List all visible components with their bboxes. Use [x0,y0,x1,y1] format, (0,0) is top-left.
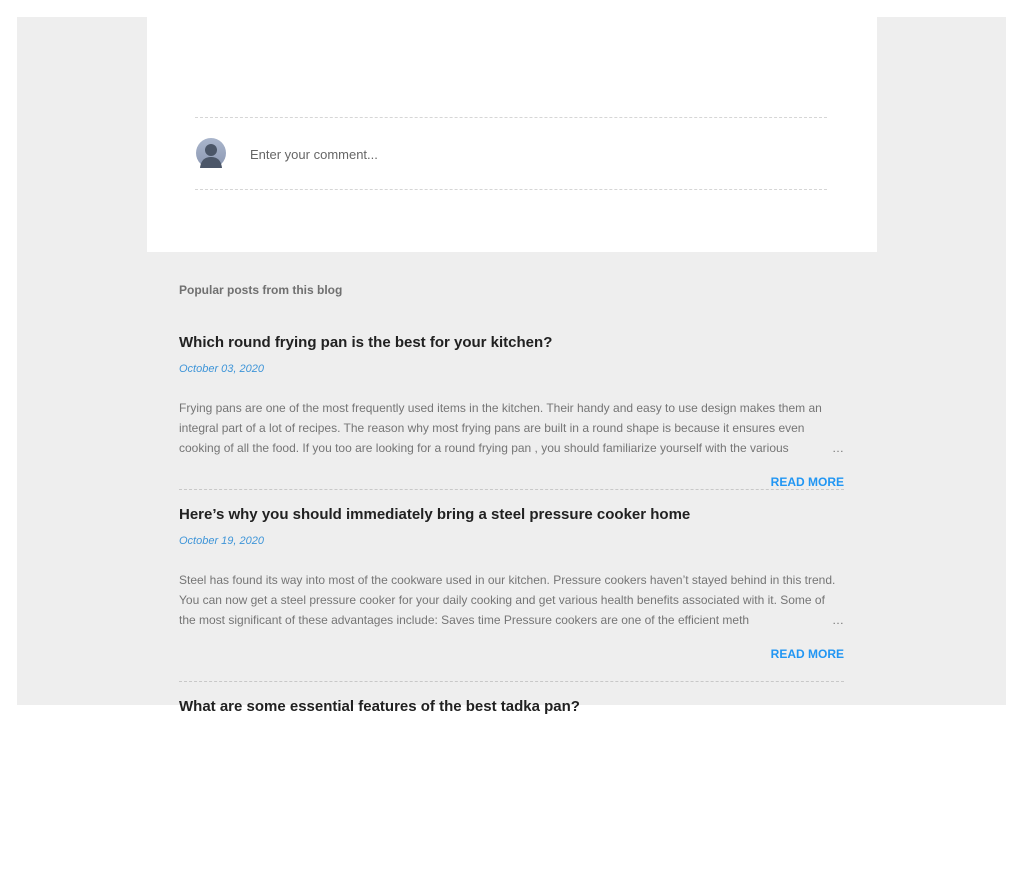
snippet-ellipsis: … [822,610,844,630]
post-item [179,490,844,682]
popular-posts-heading: Popular posts from this blog [179,283,343,297]
comment-card [147,17,877,252]
post-title-link[interactable]: What are some essential features of the best tadka pan? [179,698,580,715]
post-item [179,299,844,490]
user-silhouette-icon [196,138,226,168]
popular-posts [179,281,844,872]
read-more-link[interactable]: READ MORE [770,647,844,661]
post-snippet [179,398,844,458]
page-frame [17,17,1006,715]
comment-input[interactable] [250,144,810,164]
post-date: October 03, 2020 [179,363,265,375]
post-snippet-text: Steel has found its way into most of the cookware used in our kitchen. Pressure cookers haven’t stayed behind in this trend. You can now get a steel pressure cooker for your daily cooking and get various health benefits associated with it. Some of the most significant of these advantages include: Saves time Pressure cookers are one of the efficient meth [179,573,836,627]
post-item [179,682,844,872]
read-more-link[interactable]: READ MORE [770,475,844,489]
post-snippet [179,570,844,630]
post-title-link[interactable]: Which round frying pan is the best for your kitchen? [179,334,553,351]
comment-form [195,117,827,190]
post-date: October 19, 2020 [179,535,265,547]
post-snippet-text: Frying pans are one of the most frequently used items in the kitchen. Their handy and easy to use design makes them an integral part of a lot of recipes. The reason why most frying pans are built in a round shape is because it ensures even cooking of all the food. If you too are looking for a round frying pan , you should familiarize yourself with the various [179,401,822,455]
post-title-link[interactable]: Here’s why you should immediately bring a steel pressure cooker home [179,506,691,523]
user-avatar-icon [196,138,226,168]
snippet-ellipsis: … [822,438,844,458]
